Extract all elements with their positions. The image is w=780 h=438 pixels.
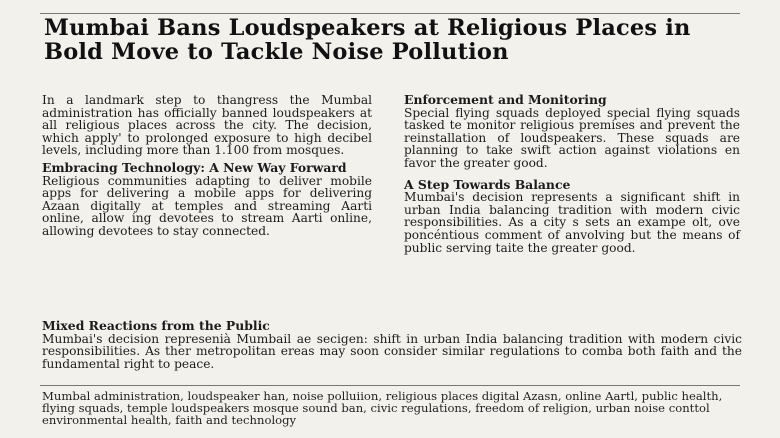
section-body-balance: Mumbai's decision represents a significant shift in urban India balancing tradition with modern civic responsibilities. As a city s sets an exampe olt, ove poncéntious comment of anvolving but the means of public serving taite the greater good.	[404, 190, 740, 255]
full-width-section	[42, 320, 742, 370]
top-divider	[40, 13, 740, 14]
section-body-reactions: Mumbai's decision represenià Mumbail ae secigen: shift in urban India balancing tradition with modern civic responsibilities. As ther metropolitan ereas may soon consider similar regulations to comba both faith and the fundamental right to peace.	[42, 331, 742, 371]
section-heading-technology: Embracing Technology: A New Way Forward	[42, 159, 347, 175]
section-heading-reactions: Mixed Reactions from the Public	[42, 318, 270, 333]
section-body-enforcement: Special flying squads deployed special flying squads tasked te monitor religious premises and prevent the reinstallation of loudspeakers. These squads are planning to take swift action against violations en favor the greater good.	[404, 105, 740, 170]
right-column	[404, 94, 740, 254]
section-heading-enforcement: Enforcement and Monitoring	[404, 92, 607, 107]
section-heading-balance: A Step Towards Balance	[404, 176, 571, 192]
bottom-divider	[40, 385, 740, 386]
section-body-technology: Religious communities adapting to deliver mobile apps for delivering a mobile apps for delivering Azaan digitally at temples and streaming Aarti online, allow ing devotees to stream Aarti online, allowing devotees to stay connected.	[42, 173, 372, 238]
article-headline: Mumbai Bans Loudspeakers at Religious Places in Bold Move to Tackle Noise Pollution	[44, 15, 691, 65]
left-column	[42, 94, 372, 238]
article-tags: Mumbal administration, loudspeaker han, noise polluiion, religious places digital Azasn, online Aartl, public health, flying squads, temple loudspeakers mosque sound ban, civic regulations, freedom of religion, urban noise conttol environmental health, faith and technology	[42, 389, 723, 427]
intro-paragraph: In a landmark step to thangress the Mumbal administration has officially banned loudspeakers at all religious places across the city. The decision, which apply' to prolonged exposure to high decibel levels, including more than 1.100 from mosques.	[42, 93, 372, 158]
